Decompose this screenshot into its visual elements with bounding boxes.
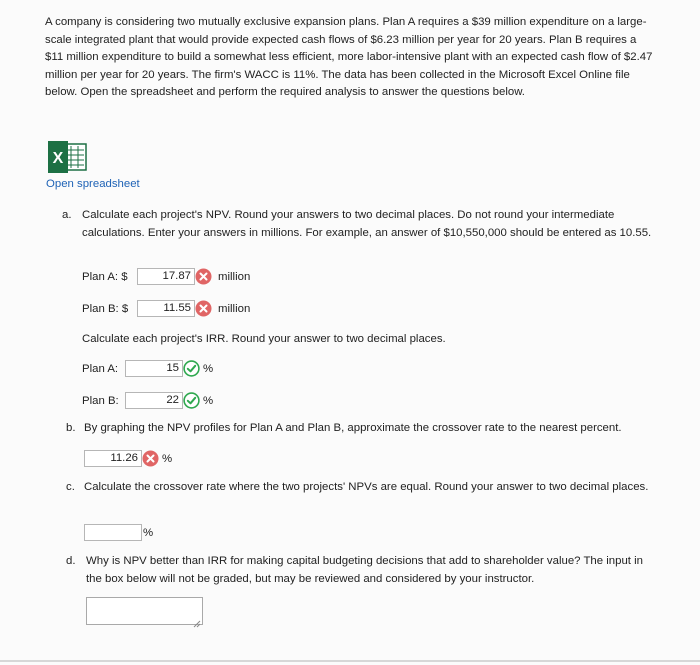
- explanation-textarea[interactable]: [86, 597, 203, 625]
- irr-plan-a-label: Plan A:: [82, 363, 119, 375]
- irr-question: Calculate each project's IRR. Round your answer to two decimal places.: [82, 333, 446, 345]
- npv-plan-a-input[interactable]: 17.87: [137, 268, 195, 285]
- crossover-estimate-unit: %: [162, 453, 173, 465]
- crossover-rate-input[interactable]: [84, 524, 142, 541]
- open-spreadsheet-link[interactable]: Open spreadsheet: [46, 178, 140, 190]
- npv-plan-b-input[interactable]: 11.55: [137, 300, 195, 317]
- part-c-marker: c.: [66, 481, 75, 493]
- part-b-question: By graphing the NPV profiles for Plan A and Plan B, approximate the crossover rate to the nearest percent.: [84, 422, 622, 434]
- correct-icon: [183, 392, 200, 409]
- crossover-estimate-input[interactable]: 11.26: [84, 450, 142, 467]
- correct-icon: [183, 360, 200, 377]
- npv-plan-a-label: Plan A: $: [82, 271, 128, 283]
- part-a-question: Calculate each project's NPV. Round your answers to two decimal places. Do not round your intermediate calculations. Enter your answers in millions. For example, an answer of $10,550,000 should be entered as 10.55.: [82, 209, 652, 239]
- part-d-question: Why is NPV better than IRR for making capital budgeting decisions that add to shareholder value? The input in the box below will not be graded, but may be reviewed and considered by your instructor.: [86, 555, 643, 585]
- part-b-marker: b.: [66, 422, 76, 434]
- irr-plan-b-unit: %: [203, 395, 214, 407]
- part-a-marker: a.: [62, 209, 72, 221]
- excel-icon[interactable]: [46, 140, 88, 174]
- npv-plan-b-unit: million: [218, 303, 251, 315]
- irr-plan-a-unit: %: [203, 363, 214, 375]
- part-c-question: Calculate the crossover rate where the two projects' NPVs are equal. Round your answer to two decimal places.: [84, 481, 649, 493]
- incorrect-icon: [142, 450, 159, 467]
- npv-plan-b-label: Plan B: $: [82, 303, 129, 315]
- irr-plan-a-input[interactable]: 15: [125, 360, 183, 377]
- divider: [0, 660, 700, 662]
- irr-plan-b-label: Plan B:: [82, 395, 119, 407]
- problem-statement: A company is considering two mutually exclusive expansion plans. Plan A requires a $39 million expenditure on a large-scale integrated plant that would provide expected cash flows of $6.23 million per year for 20 years. Plan B requires a $11 million expenditure to build a somewhat less efficient, more labor-intensive plant with an expected cash flow of $2.47 million per year for 20 years. The firm's WACC is 11%. The data has been collected in the Microsoft Excel Online file below. Open the spreadsheet and perform the required analysis to answer the questions below.: [45, 16, 653, 99]
- excel-icon-letter: X: [52, 150, 64, 167]
- incorrect-icon: [195, 300, 212, 317]
- incorrect-icon: [195, 268, 212, 285]
- npv-plan-a-unit: million: [218, 271, 251, 283]
- resize-handle-icon[interactable]: [193, 615, 201, 623]
- part-d-marker: d.: [66, 555, 76, 567]
- irr-plan-b-input[interactable]: 22: [125, 392, 183, 409]
- crossover-rate-unit: %: [143, 527, 154, 539]
